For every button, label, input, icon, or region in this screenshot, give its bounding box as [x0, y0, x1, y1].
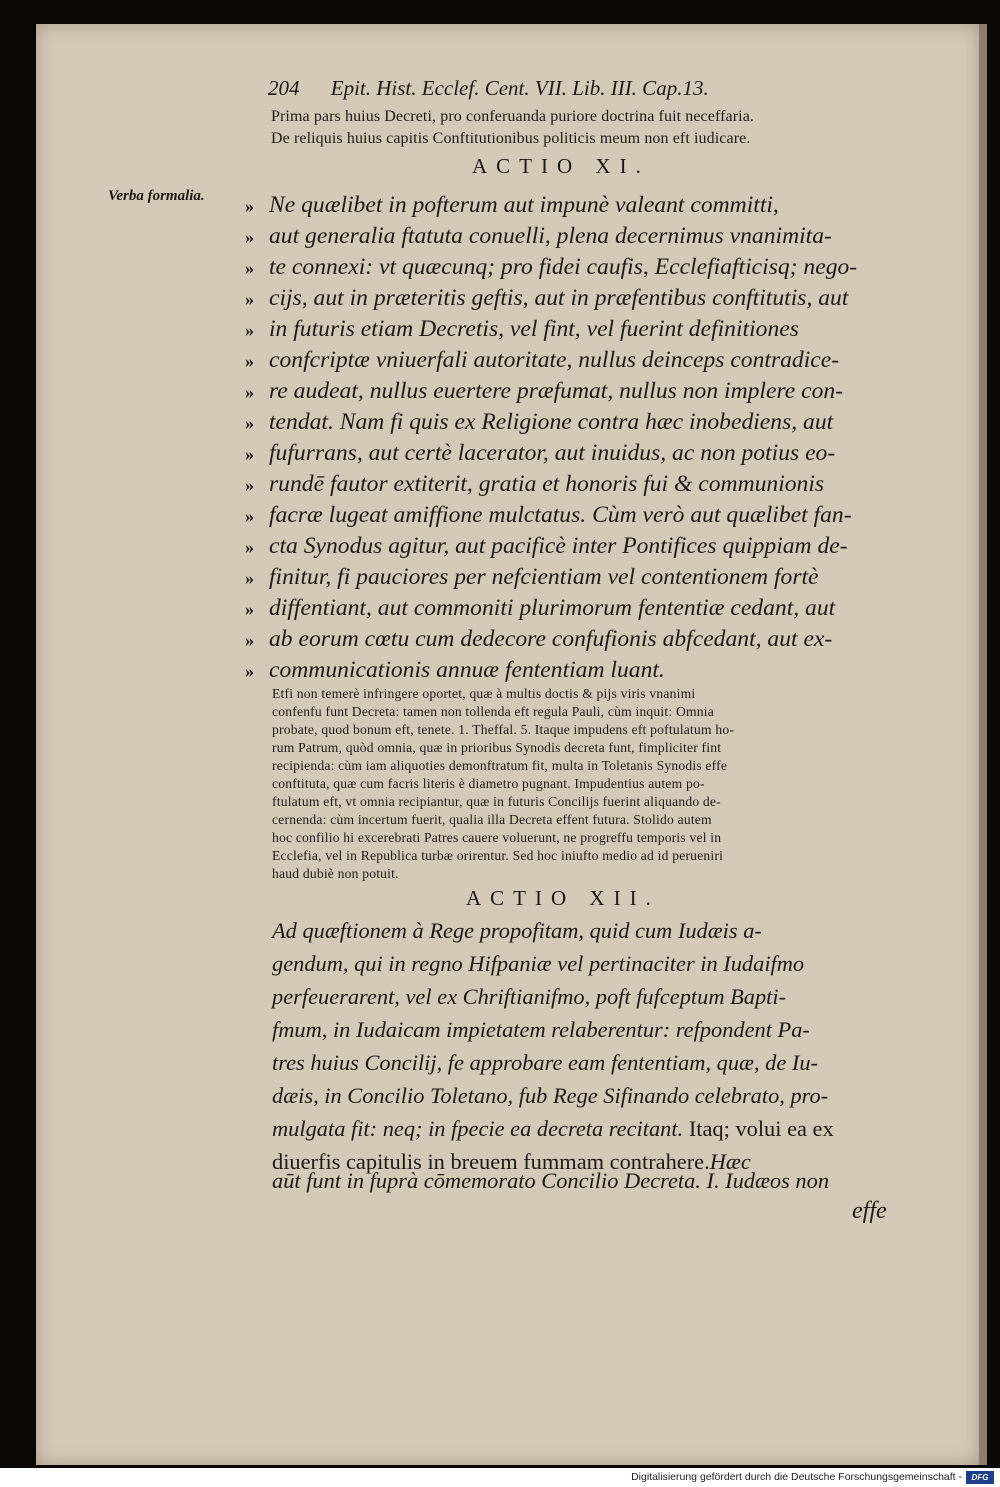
body-text-roman: diuerfis capitulis in breuem fummam contrahere.	[272, 1149, 710, 1174]
commentary-line: probate, quod bonum eft, tenete. 1. Theffal. 5. Itaque impudens eft poftulatum ho-	[272, 722, 735, 737]
quote-text: in futuris etiam Decretis, vel fint, vel fuerint definitiones	[269, 316, 799, 342]
quote-line	[245, 285, 893, 315]
body-text: Hæc	[709, 1149, 751, 1174]
quote-mark: »	[245, 227, 254, 247]
quote-line	[245, 657, 893, 687]
quote-line	[245, 347, 893, 377]
quote-mark: »	[245, 413, 254, 433]
body-line: gendum, qui in regno Hifpaniæ vel pertinaciter in Iudaifmo	[272, 951, 805, 976]
quote-mark: »	[245, 661, 254, 681]
body-line: tres huius Concilij, fe approbare eam fententiam, quæ, de Iu-	[272, 1050, 819, 1075]
quote-line	[245, 471, 893, 501]
commentary-line: Etfi non temerè infringere oportet, quæ à multis doctis & pijs viris vnanimi	[272, 686, 696, 701]
quote-mark: »	[245, 196, 254, 216]
quote-text: facræ lugeat amiffione mulctatus. Cùm verò aut quælibet fan-	[269, 502, 852, 528]
quote-mark: »	[245, 506, 254, 526]
page-number: 204	[268, 76, 300, 100]
commentary-line: confenfu funt Decreta: tamen non tollenda eft regula Pauli, cùm inquit: Omnia	[272, 704, 714, 719]
commentary-line: Ecclefia, vel in Republica turbæ orirentur. Sed hoc iniufto medio ad id perueniri	[272, 848, 724, 863]
quote-mark: »	[245, 289, 254, 309]
intro-line: Prima pars huius Decreti, pro conferuanda puriore doctrina fuit neceffaria.	[271, 108, 755, 125]
quote-mark: »	[245, 258, 254, 278]
quote-line	[245, 533, 893, 563]
quote-line	[245, 223, 893, 253]
commentary-line: recipienda: cùm iam aliquoties demonftratum fit, multa in Toletanis Synodis effe	[272, 758, 728, 773]
quote-text: confcriptæ vniuerfali autoritate, nullus deinceps contradice-	[269, 347, 840, 373]
commentary-line: rum Patrum, quòd omnia, quæ in prioribus Synodis decreta funt, fimpliciter fint	[272, 740, 722, 755]
quote-text: diffentiant, aut commoniti plurimorum fententiæ cedant, aut	[269, 595, 836, 621]
commentary-line: haud dubiè non potuit.	[272, 866, 399, 881]
body-line: fmum, in Iudaicam impietatem relaberentur: refpondent Pa-	[272, 1017, 810, 1042]
intro-line: De reliquis huius capitis Conftitutionibus politicis meum non eft iudicare.	[271, 130, 751, 147]
quote-mark: »	[245, 599, 254, 619]
catchword: effe	[852, 1198, 887, 1224]
quote-text: communicationis annuæ fententiam luant.	[269, 657, 665, 683]
body-text: mulgata fit: neq; in fpecie ea decreta recitant.	[272, 1116, 684, 1141]
commentary-line: conftituta, quæ cum facris literis è diametro pugnant. Impudentius autem po-	[272, 776, 705, 791]
margin-note: Verba formalia.	[108, 188, 205, 204]
quote-line	[245, 378, 893, 408]
quote-mark: »	[245, 537, 254, 557]
quote-text: re audeat, nullus euertere præfumat, nullus non implere con-	[269, 378, 844, 404]
body-text-roman: Itaq; volui ea ex	[688, 1116, 834, 1141]
quote-mark: »	[245, 475, 254, 495]
body-line: dæis, in Concilio Toletano, fub Rege Sifinando celebrato, pro-	[272, 1083, 829, 1108]
section-heading: ACTIO XII.	[466, 886, 660, 910]
quote-mark: »	[245, 444, 254, 464]
quote-mark: »	[245, 568, 254, 588]
body-line	[272, 1116, 834, 1142]
commentary-line: cernenda: cùm incertum fuerit, qualia illa Decreta effent futura. Stolido autem	[272, 812, 712, 827]
digitization-footer	[0, 1468, 1000, 1487]
quote-mark: »	[245, 320, 254, 340]
quote-text: rundē fautor extiterit, gratia et honoris fui & communionis	[269, 471, 825, 497]
quote-mark: »	[245, 351, 254, 371]
quote-line	[245, 502, 893, 532]
quote-text: aut generalia ftatuta conuelli, plena decernimus vnanimita-	[269, 223, 832, 249]
commentary-line: ftulatum eft, vt omnia recipiantur, quæ in futuris Concilijs fuerint aliquando de-	[272, 794, 721, 809]
commentary-line: hoc confilio hi excerebrati Patres cauere voluerunt, ne progreffu temporis vel in	[272, 830, 722, 845]
quote-line	[245, 316, 893, 346]
footer-text: Digitalisierung gefördert durch die Deutsche Forschungsgemeinschaft -	[631, 1471, 962, 1483]
quote-text: Ne quælibet in pofterum aut impunè valeant committi,	[269, 192, 779, 218]
quote-line	[245, 595, 893, 625]
page-edge	[979, 24, 987, 1465]
running-title: Epit. Hist. Ecclef. Cent. VII. Lib. III. Cap.13.	[330, 76, 709, 100]
quote-text: cijs, aut in præteritis geftis, aut in præfentibus conftitutis, aut	[269, 285, 849, 311]
body-line: Ad quæftionem à Rege propofitam, quid cum Iudæis a-	[272, 918, 762, 943]
running-head	[268, 76, 709, 101]
quote-line	[245, 626, 893, 656]
body-line-last: aūt funt in fuprà cōmemorato Concilio Decreta. I. Iudæos non	[272, 1168, 830, 1193]
quote-text: fufurrans, aut certè lacerator, aut inuidus, ac non potius eo-	[269, 440, 836, 466]
section-heading: ACTIO XI.	[472, 154, 650, 178]
quote-line	[245, 409, 893, 439]
quote-line	[245, 440, 893, 470]
quote-line	[245, 564, 893, 594]
quote-line	[245, 254, 893, 284]
quote-text: finitur, fi pauciores per nefcientiam vel contentionem fortè	[269, 564, 819, 590]
dfg-logo: DFG	[966, 1471, 994, 1484]
quote-line	[245, 192, 893, 222]
quote-text: te connexi: vt quæcunq; pro fidei caufis, Ecclefiafticisq; nego-	[269, 254, 858, 280]
quote-mark: »	[245, 382, 254, 402]
body-line: perfeuerarent, vel ex Chriftianifmo, poft fufceptum Bapti-	[272, 984, 787, 1009]
quote-text: tendat. Nam fi quis ex Religione contra hæc inobediens, aut	[269, 409, 834, 435]
quote-mark: »	[245, 630, 254, 650]
quote-text: cta Synodus agitur, aut pacificè inter Pontifices quippiam de-	[269, 533, 848, 559]
quote-text: ab eorum cœtu cum dedecore confufionis abfcedant, aut ex-	[269, 626, 833, 652]
